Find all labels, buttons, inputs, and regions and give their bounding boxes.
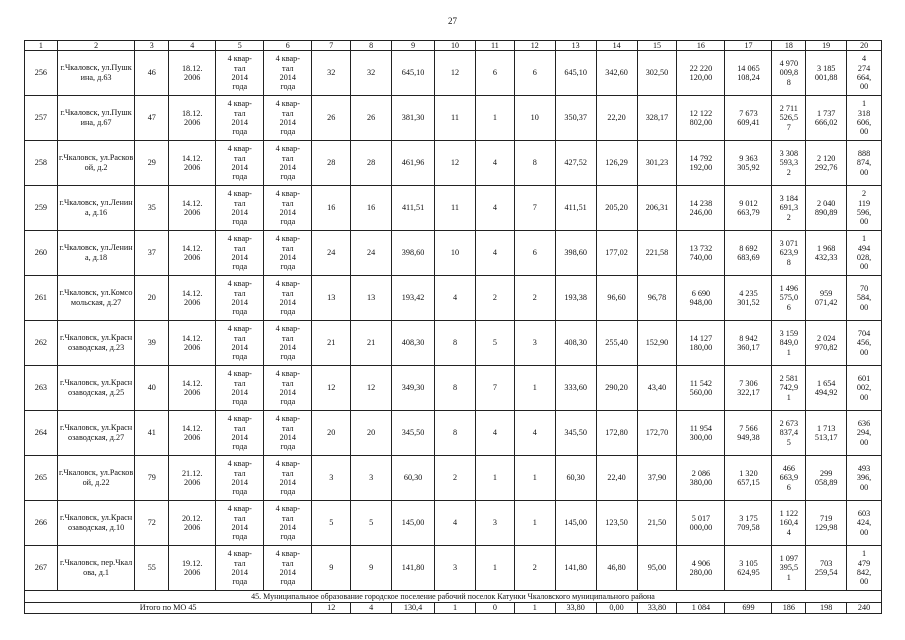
cell-col-18: 2 581 742,9 1 — [772, 366, 806, 411]
cell-col-7: 32 — [312, 51, 351, 96]
data-table — [24, 40, 882, 614]
cell-col-6: 4 квар- тал 2014 года — [264, 321, 312, 366]
cell-col-1: 266 — [25, 501, 58, 546]
cell-col-9: 145,00 — [392, 501, 435, 546]
total-cell-col-16: 1 084 — [677, 603, 725, 614]
column-number: 15 — [637, 41, 677, 51]
total-cell-col-10: 1 — [435, 603, 476, 614]
cell-col-4: 14.12. 2006 — [169, 321, 216, 366]
column-number: 16 — [677, 41, 725, 51]
cell-col-15: 95,00 — [637, 546, 677, 591]
cell-col-19: 703 259,54 — [806, 546, 847, 591]
cell-col-9: 645,10 — [392, 51, 435, 96]
table-row — [25, 96, 882, 141]
cell-col-14: 177,02 — [596, 231, 637, 276]
cell-col-14: 46,80 — [596, 546, 637, 591]
cell-col-12: 7 — [514, 186, 555, 231]
cell-col-6: 4 квар- тал 2014 года — [264, 501, 312, 546]
column-number: 1 — [25, 41, 58, 51]
cell-col-18: 4 970 009,8 8 — [772, 51, 806, 96]
cell-col-15: 43,40 — [637, 366, 677, 411]
table-row — [25, 501, 882, 546]
cell-col-15: 301,23 — [637, 141, 677, 186]
cell-col-13: 350,37 — [555, 96, 596, 141]
cell-col-20: 493 396, 00 — [847, 456, 882, 501]
cell-col-9: 408,30 — [392, 321, 435, 366]
total-cell-col-19: 198 — [806, 603, 847, 614]
cell-col-17: 3 175 709,58 — [725, 501, 772, 546]
cell-col-1: 256 — [25, 51, 58, 96]
cell-col-6: 4 квар- тал 2014 года — [264, 51, 312, 96]
cell-col-11: 5 — [475, 321, 514, 366]
cell-col-19: 2 024 970,82 — [806, 321, 847, 366]
cell-col-8: 20 — [351, 411, 392, 456]
cell-col-5: 4 квар- тал 2014 года — [216, 366, 264, 411]
cell-col-16: 22 220 120,00 — [677, 51, 725, 96]
cell-col-12: 2 — [514, 546, 555, 591]
cell-col-1: 258 — [25, 141, 58, 186]
cell-col-3: 39 — [135, 321, 169, 366]
cell-col-2: г.Чкаловск, пер.Чкалова, д.1 — [57, 546, 135, 591]
total-cell-col-15: 33,80 — [637, 603, 677, 614]
column-number: 8 — [351, 41, 392, 51]
cell-col-12: 1 — [514, 501, 555, 546]
column-number: 17 — [725, 41, 772, 51]
cell-col-6: 4 квар- тал 2014 года — [264, 141, 312, 186]
cell-col-8: 24 — [351, 231, 392, 276]
cell-col-18: 1 097 395,5 1 — [772, 546, 806, 591]
cell-col-14: 172,80 — [596, 411, 637, 456]
column-number: 13 — [555, 41, 596, 51]
cell-col-2: г.Чкаловск, ул.Комсомольская, д.27 — [57, 276, 135, 321]
cell-col-19: 1 654 494,92 — [806, 366, 847, 411]
cell-col-4: 21.12. 2006 — [169, 456, 216, 501]
cell-col-1: 260 — [25, 231, 58, 276]
cell-col-3: 72 — [135, 501, 169, 546]
cell-col-11: 4 — [475, 141, 514, 186]
column-number: 4 — [169, 41, 216, 51]
cell-col-5: 4 квар- тал 2014 года — [216, 141, 264, 186]
cell-col-13: 193,38 — [555, 276, 596, 321]
cell-col-7: 3 — [312, 456, 351, 501]
total-cell-col-8: 4 — [351, 603, 392, 614]
cell-col-11: 7 — [475, 366, 514, 411]
cell-col-10: 2 — [435, 456, 476, 501]
cell-col-5: 4 квар- тал 2014 года — [216, 96, 264, 141]
cell-col-7: 21 — [312, 321, 351, 366]
cell-col-3: 37 — [135, 231, 169, 276]
cell-col-17: 14 065 108,24 — [725, 51, 772, 96]
cell-col-20: 888 874, 00 — [847, 141, 882, 186]
table-row — [25, 186, 882, 231]
cell-col-8: 32 — [351, 51, 392, 96]
cell-col-9: 60,30 — [392, 456, 435, 501]
cell-col-16: 11 542 560,00 — [677, 366, 725, 411]
cell-col-3: 47 — [135, 96, 169, 141]
cell-col-5: 4 квар- тал 2014 года — [216, 411, 264, 456]
cell-col-8: 5 — [351, 501, 392, 546]
column-number: 18 — [772, 41, 806, 51]
cell-col-6: 4 квар- тал 2014 года — [264, 276, 312, 321]
cell-col-11: 4 — [475, 186, 514, 231]
cell-col-10: 12 — [435, 51, 476, 96]
cell-col-13: 411,51 — [555, 186, 596, 231]
cell-col-14: 126,29 — [596, 141, 637, 186]
cell-col-16: 5 017 000,00 — [677, 501, 725, 546]
cell-col-11: 1 — [475, 96, 514, 141]
cell-col-18: 1 122 160,4 4 — [772, 501, 806, 546]
cell-col-19: 1 737 666,02 — [806, 96, 847, 141]
cell-col-14: 205,20 — [596, 186, 637, 231]
cell-col-12: 3 — [514, 321, 555, 366]
cell-col-17: 9 363 305,92 — [725, 141, 772, 186]
cell-col-11: 3 — [475, 501, 514, 546]
cell-col-6: 4 квар- тал 2014 года — [264, 366, 312, 411]
total-cell-col-9: 130,4 — [392, 603, 435, 614]
cell-col-12: 1 — [514, 366, 555, 411]
cell-col-18: 2 711 526,5 7 — [772, 96, 806, 141]
total-cell-col-7: 12 — [312, 603, 351, 614]
page-number: 27 — [448, 16, 457, 26]
cell-col-1: 264 — [25, 411, 58, 456]
cell-col-4: 14.12. 2006 — [169, 276, 216, 321]
table-row — [25, 276, 882, 321]
cell-col-7: 12 — [312, 366, 351, 411]
cell-col-8: 12 — [351, 366, 392, 411]
cell-col-2: г.Чкаловск, ул.Пушкина, д.63 — [57, 51, 135, 96]
column-number: 6 — [264, 41, 312, 51]
cell-col-10: 11 — [435, 186, 476, 231]
cell-col-17: 7 673 609,41 — [725, 96, 772, 141]
cell-col-6: 4 квар- тал 2014 года — [264, 456, 312, 501]
cell-col-5: 4 квар- тал 2014 года — [216, 186, 264, 231]
cell-col-12: 4 — [514, 411, 555, 456]
column-number: 9 — [392, 41, 435, 51]
cell-col-6: 4 квар- тал 2014 года — [264, 186, 312, 231]
cell-col-18: 3 184 691,3 2 — [772, 186, 806, 231]
table-row — [25, 456, 882, 501]
cell-col-4: 20.12. 2006 — [169, 501, 216, 546]
cell-col-5: 4 квар- тал 2014 года — [216, 276, 264, 321]
cell-col-7: 13 — [312, 276, 351, 321]
total-label: Итого по МО 45 — [25, 603, 312, 614]
cell-col-15: 21,50 — [637, 501, 677, 546]
cell-col-6: 4 квар- тал 2014 года — [264, 231, 312, 276]
cell-col-1: 261 — [25, 276, 58, 321]
cell-col-4: 14.12. 2006 — [169, 411, 216, 456]
cell-col-13: 645,10 — [555, 51, 596, 96]
total-cell-col-20: 240 — [847, 603, 882, 614]
cell-col-15: 328,17 — [637, 96, 677, 141]
cell-col-7: 9 — [312, 546, 351, 591]
cell-col-14: 123,50 — [596, 501, 637, 546]
cell-col-1: 257 — [25, 96, 58, 141]
cell-col-10: 4 — [435, 276, 476, 321]
cell-col-11: 4 — [475, 411, 514, 456]
cell-col-12: 10 — [514, 96, 555, 141]
cell-col-7: 26 — [312, 96, 351, 141]
cell-col-4: 14.12. 2006 — [169, 366, 216, 411]
cell-col-10: 11 — [435, 96, 476, 141]
cell-col-2: г.Чкаловск, ул.Расковой, д.2 — [57, 141, 135, 186]
cell-col-9: 411,51 — [392, 186, 435, 231]
cell-col-3: 29 — [135, 141, 169, 186]
cell-col-20: 2 119 596, 00 — [847, 186, 882, 231]
cell-col-8: 26 — [351, 96, 392, 141]
cell-col-8: 28 — [351, 141, 392, 186]
cell-col-18: 1 496 575,0 6 — [772, 276, 806, 321]
cell-col-5: 4 квар- тал 2014 года — [216, 456, 264, 501]
cell-col-17: 3 105 624,95 — [725, 546, 772, 591]
total-cell-col-12: 1 — [514, 603, 555, 614]
cell-col-19: 3 185 001,88 — [806, 51, 847, 96]
cell-col-5: 4 квар- тал 2014 года — [216, 501, 264, 546]
cell-col-17: 4 235 301,52 — [725, 276, 772, 321]
cell-col-17: 8 692 683,69 — [725, 231, 772, 276]
cell-col-20: 4 274 664, 00 — [847, 51, 882, 96]
cell-col-2: г.Чкаловск, ул.Ленина, д.16 — [57, 186, 135, 231]
cell-col-14: 255,40 — [596, 321, 637, 366]
cell-col-4: 18.12. 2006 — [169, 51, 216, 96]
cell-col-4: 14.12. 2006 — [169, 141, 216, 186]
cell-col-2: г.Чкаловск, ул.Краснозаводская, д.10 — [57, 501, 135, 546]
section-title: 45. Муниципальное образование городское поселение рабочий поселок Катунки Чкаловского муниципального района — [25, 591, 882, 603]
cell-col-3: 20 — [135, 276, 169, 321]
cell-col-10: 8 — [435, 411, 476, 456]
cell-col-20: 601 002, 00 — [847, 366, 882, 411]
cell-col-20: 70 584, 00 — [847, 276, 882, 321]
cell-col-2: г.Чкаловск, ул.Краснозаводская, д.25 — [57, 366, 135, 411]
cell-col-14: 22,20 — [596, 96, 637, 141]
cell-col-8: 16 — [351, 186, 392, 231]
column-number: 14 — [596, 41, 637, 51]
column-number: 3 — [135, 41, 169, 51]
total-cell-col-11: 0 — [475, 603, 514, 614]
cell-col-6: 4 квар- тал 2014 года — [264, 96, 312, 141]
total-cell-col-13: 33,80 — [555, 603, 596, 614]
cell-col-18: 466 663,9 6 — [772, 456, 806, 501]
cell-col-18: 3 159 849,0 1 — [772, 321, 806, 366]
cell-col-13: 345,50 — [555, 411, 596, 456]
column-number: 2 — [57, 41, 135, 51]
cell-col-2: г.Чкаловск, ул.Пушкина, д.67 — [57, 96, 135, 141]
cell-col-9: 461,96 — [392, 141, 435, 186]
cell-col-2: г.Чкаловск, ул.Краснозаводская, д.27 — [57, 411, 135, 456]
cell-col-5: 4 квар- тал 2014 года — [216, 231, 264, 276]
table-row — [25, 141, 882, 186]
cell-col-16: 14 127 180,00 — [677, 321, 725, 366]
table-row — [25, 231, 882, 276]
cell-col-9: 193,42 — [392, 276, 435, 321]
cell-col-8: 3 — [351, 456, 392, 501]
cell-col-15: 96,78 — [637, 276, 677, 321]
cell-col-14: 342,60 — [596, 51, 637, 96]
cell-col-10: 10 — [435, 231, 476, 276]
cell-col-13: 141,80 — [555, 546, 596, 591]
cell-col-16: 6 690 948,00 — [677, 276, 725, 321]
cell-col-11: 2 — [475, 276, 514, 321]
cell-col-5: 4 квар- тал 2014 года — [216, 51, 264, 96]
table-row — [25, 366, 882, 411]
cell-col-16: 13 732 740,00 — [677, 231, 725, 276]
cell-col-20: 603 424, 00 — [847, 501, 882, 546]
cell-col-16: 4 906 280,00 — [677, 546, 725, 591]
total-cell-col-14: 0,00 — [596, 603, 637, 614]
column-number: 7 — [312, 41, 351, 51]
cell-col-9: 349,30 — [392, 366, 435, 411]
table-row — [25, 546, 882, 591]
cell-col-18: 2 673 837,4 5 — [772, 411, 806, 456]
cell-col-10: 8 — [435, 321, 476, 366]
cell-col-3: 46 — [135, 51, 169, 96]
cell-col-12: 6 — [514, 51, 555, 96]
cell-col-6: 4 квар- тал 2014 года — [264, 546, 312, 591]
cell-col-17: 7 566 949,38 — [725, 411, 772, 456]
cell-col-11: 6 — [475, 51, 514, 96]
cell-col-11: 1 — [475, 456, 514, 501]
column-number: 12 — [514, 41, 555, 51]
cell-col-13: 408,30 — [555, 321, 596, 366]
cell-col-1: 263 — [25, 366, 58, 411]
cell-col-12: 1 — [514, 456, 555, 501]
cell-col-15: 152,90 — [637, 321, 677, 366]
cell-col-16: 12 122 802,00 — [677, 96, 725, 141]
cell-col-8: 13 — [351, 276, 392, 321]
cell-col-17: 9 012 663,79 — [725, 186, 772, 231]
column-number-row — [25, 41, 882, 51]
cell-col-4: 14.12. 2006 — [169, 186, 216, 231]
cell-col-3: 55 — [135, 546, 169, 591]
column-number: 19 — [806, 41, 847, 51]
cell-col-2: г.Чкаловск, ул.Ленина, д.18 — [57, 231, 135, 276]
cell-col-14: 290,20 — [596, 366, 637, 411]
cell-col-9: 345,50 — [392, 411, 435, 456]
cell-col-3: 40 — [135, 366, 169, 411]
cell-col-19: 299 058,89 — [806, 456, 847, 501]
cell-col-17: 7 306 322,17 — [725, 366, 772, 411]
cell-col-3: 79 — [135, 456, 169, 501]
cell-col-19: 959 071,42 — [806, 276, 847, 321]
cell-col-20: 1 318 606, 00 — [847, 96, 882, 141]
table-row — [25, 411, 882, 456]
cell-col-2: г.Чкаловск, ул.Краснозаводская, д.23 — [57, 321, 135, 366]
column-number: 11 — [475, 41, 514, 51]
cell-col-1: 259 — [25, 186, 58, 231]
cell-col-5: 4 квар- тал 2014 года — [216, 546, 264, 591]
cell-col-13: 427,52 — [555, 141, 596, 186]
cell-col-16: 11 954 300,00 — [677, 411, 725, 456]
cell-col-9: 141,80 — [392, 546, 435, 591]
cell-col-7: 16 — [312, 186, 351, 231]
cell-col-2: г.Чкаловск, ул.Расковой, д.22 — [57, 456, 135, 501]
cell-col-14: 22,40 — [596, 456, 637, 501]
cell-col-10: 3 — [435, 546, 476, 591]
cell-col-1: 267 — [25, 546, 58, 591]
cell-col-18: 3 308 593,3 2 — [772, 141, 806, 186]
cell-col-20: 704 456, 00 — [847, 321, 882, 366]
cell-col-19: 1 968 432,33 — [806, 231, 847, 276]
cell-col-17: 8 942 360,17 — [725, 321, 772, 366]
cell-col-7: 28 — [312, 141, 351, 186]
cell-col-16: 14 238 246,00 — [677, 186, 725, 231]
cell-col-19: 719 129,98 — [806, 501, 847, 546]
total-cell-col-18: 186 — [772, 603, 806, 614]
cell-col-3: 41 — [135, 411, 169, 456]
cell-col-16: 2 086 380,00 — [677, 456, 725, 501]
cell-col-1: 262 — [25, 321, 58, 366]
cell-col-9: 381,30 — [392, 96, 435, 141]
cell-col-13: 398,60 — [555, 231, 596, 276]
cell-col-19: 2 040 890,89 — [806, 186, 847, 231]
cell-col-6: 4 квар- тал 2014 года — [264, 411, 312, 456]
total-cell-col-17: 699 — [725, 603, 772, 614]
cell-col-12: 6 — [514, 231, 555, 276]
table-row — [25, 321, 882, 366]
column-number: 5 — [216, 41, 264, 51]
cell-col-15: 172,70 — [637, 411, 677, 456]
cell-col-3: 35 — [135, 186, 169, 231]
cell-col-13: 145,00 — [555, 501, 596, 546]
cell-col-20: 636 294, 00 — [847, 411, 882, 456]
cell-col-7: 24 — [312, 231, 351, 276]
section-row — [25, 591, 882, 603]
cell-col-13: 333,60 — [555, 366, 596, 411]
cell-col-13: 60,30 — [555, 456, 596, 501]
column-number: 20 — [847, 41, 882, 51]
cell-col-14: 96,60 — [596, 276, 637, 321]
cell-col-12: 8 — [514, 141, 555, 186]
cell-col-15: 206,31 — [637, 186, 677, 231]
cell-col-15: 37,90 — [637, 456, 677, 501]
column-number: 10 — [435, 41, 476, 51]
cell-col-19: 2 120 292,76 — [806, 141, 847, 186]
cell-col-4: 14.12. 2006 — [169, 231, 216, 276]
cell-col-10: 8 — [435, 366, 476, 411]
cell-col-7: 5 — [312, 501, 351, 546]
cell-col-15: 221,58 — [637, 231, 677, 276]
cell-col-1: 265 — [25, 456, 58, 501]
cell-col-10: 4 — [435, 501, 476, 546]
cell-col-12: 2 — [514, 276, 555, 321]
cell-col-4: 18.12. 2006 — [169, 96, 216, 141]
cell-col-8: 21 — [351, 321, 392, 366]
cell-col-4: 19.12. 2006 — [169, 546, 216, 591]
cell-col-20: 1 479 842, 00 — [847, 546, 882, 591]
cell-col-19: 1 713 513,17 — [806, 411, 847, 456]
cell-col-20: 1 494 028, 00 — [847, 231, 882, 276]
cell-col-9: 398,60 — [392, 231, 435, 276]
cell-col-7: 20 — [312, 411, 351, 456]
cell-col-18: 3 071 623,9 8 — [772, 231, 806, 276]
total-row — [25, 603, 882, 614]
cell-col-8: 9 — [351, 546, 392, 591]
cell-col-10: 12 — [435, 141, 476, 186]
cell-col-16: 14 792 192,00 — [677, 141, 725, 186]
cell-col-15: 302,50 — [637, 51, 677, 96]
table-row — [25, 51, 882, 96]
cell-col-5: 4 квар- тал 2014 года — [216, 321, 264, 366]
cell-col-17: 1 320 657,15 — [725, 456, 772, 501]
cell-col-11: 4 — [475, 231, 514, 276]
cell-col-11: 1 — [475, 546, 514, 591]
